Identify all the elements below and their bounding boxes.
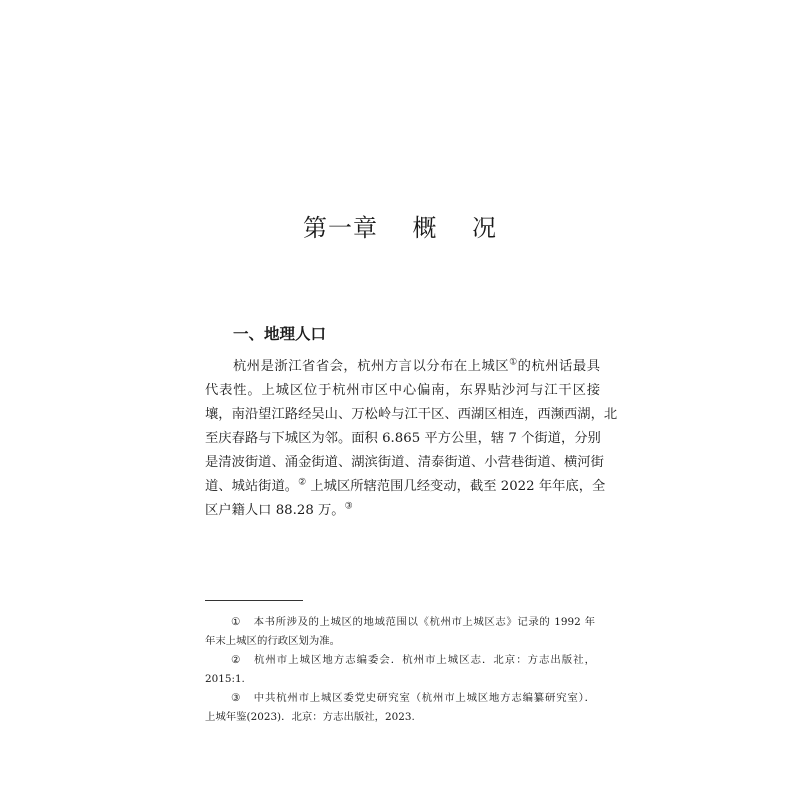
footnote-line: 2015:1. xyxy=(205,673,245,685)
body-line: 至庆春路与下城区为邻。面积 6.865 平方公里，辖 7 个街道，分别 xyxy=(205,431,601,446)
footnote-ref[interactable]: ② xyxy=(298,477,307,488)
footnote-text: 杭州市上城区地方志编委会．杭州市上城区志．北京：方志出版社， xyxy=(253,654,595,666)
chapter-title: 第一章 概 况 xyxy=(302,214,498,242)
footnote-ref[interactable]: ① xyxy=(509,357,518,368)
body-line: 代表性。上城区位于杭州市区中心偏南，东界贴沙河与江干区接 xyxy=(205,383,600,398)
body-text-segment: 上城区所辖范围几经变动，截至 2022 年年底，全 xyxy=(306,479,606,494)
body-line: 壤，南沿望江路经吴山、万松岭与江干区、西湖区相连，西濒西湖，北 xyxy=(205,407,618,422)
body-text-segment: 的杭州话最具 xyxy=(517,359,600,374)
footnote-text: 本书所涉及的上城区的地域范围以《杭州市上城区志》记录的 1992 年 xyxy=(253,616,595,628)
footnote-line: 上城年鉴(2023)．北京：方志出版社，2023. xyxy=(205,711,415,723)
body-line xyxy=(205,499,600,523)
body-line xyxy=(205,475,606,499)
footnote-text: 中共杭州市上城区委党史研究室（杭州市上城区地方志编纂研究室）． xyxy=(253,692,595,704)
body-line: 是清波街道、涌金街道、湖滨街道、清泰街道、小营巷街道、横河街 xyxy=(205,455,604,470)
footnote-line: 年末上城区的行政区划为准。 xyxy=(205,635,341,647)
footnote-line xyxy=(231,650,595,670)
footnote-mark: ① xyxy=(231,616,241,628)
footnote-mark: ② xyxy=(231,654,241,666)
footnote-divider xyxy=(205,600,303,601)
section-heading: 一、地理人口 xyxy=(233,325,327,343)
body-text-segment: 道、城站街道。 xyxy=(205,479,299,494)
body-text-segment: 区户籍人口 88.28 万。 xyxy=(205,503,345,518)
footnote-mark: ③ xyxy=(231,692,241,704)
body-text-segment: 杭州是浙江省省会，杭州方言以分布在上城区 xyxy=(233,359,510,374)
footnote-line xyxy=(231,688,595,708)
footnote-line xyxy=(231,612,595,632)
footnote-ref[interactable]: ③ xyxy=(344,501,353,512)
body-line xyxy=(233,355,600,379)
